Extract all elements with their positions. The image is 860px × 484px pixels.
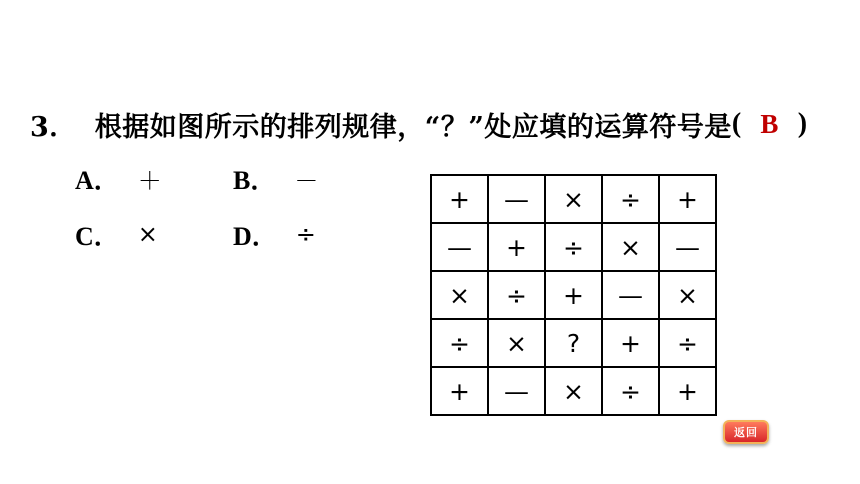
grid-cell: × xyxy=(602,223,659,271)
grid-cell: × xyxy=(488,319,545,367)
answer-open-paren: ( xyxy=(731,108,742,139)
grid-row xyxy=(431,319,716,367)
grid-cell: + xyxy=(545,271,602,319)
grid-cell: × xyxy=(545,367,602,415)
symbol-grid xyxy=(430,174,717,416)
option-d xyxy=(233,216,316,252)
grid-row xyxy=(431,367,716,415)
grid-cell: × xyxy=(659,271,716,319)
grid-cell: + xyxy=(488,223,545,271)
question-number: 3． xyxy=(30,111,77,143)
grid-cell: + xyxy=(659,175,716,223)
option-a xyxy=(75,160,162,196)
grid-cell: + xyxy=(602,319,659,367)
grid-cell: × xyxy=(431,271,488,319)
grid-cell: ÷ xyxy=(602,175,659,223)
grid-row xyxy=(431,271,716,319)
grid-row xyxy=(431,223,716,271)
grid-cell: — xyxy=(602,271,659,319)
grid-cell: — xyxy=(431,223,488,271)
option-c xyxy=(75,216,158,252)
option-d-symbol: ÷ xyxy=(295,220,316,248)
option-b xyxy=(233,160,318,196)
back-button-label: 返回 xyxy=(734,426,758,439)
grid-cell: ÷ xyxy=(602,367,659,415)
grid-cell-unknown: ? xyxy=(545,319,602,367)
grid-cell: ÷ xyxy=(545,223,602,271)
answer-letter: B xyxy=(760,108,779,139)
grid-cell: + xyxy=(431,367,488,415)
question-text: 根据如图所示的排列规律，“？”处应填的运算符号是 xyxy=(94,111,732,143)
grid-cell: ÷ xyxy=(431,319,488,367)
back-button[interactable] xyxy=(723,420,769,444)
grid-cell: × xyxy=(545,175,602,223)
grid-cell: — xyxy=(659,223,716,271)
grid-cell: ÷ xyxy=(488,271,545,319)
option-b-symbol: － xyxy=(294,166,319,195)
grid-cell: — xyxy=(488,175,545,223)
option-c-symbol: × xyxy=(137,220,158,248)
grid-row xyxy=(431,175,716,223)
grid-cell: + xyxy=(659,367,716,415)
option-a-letter: A． xyxy=(75,165,120,195)
option-b-letter: B． xyxy=(233,165,277,195)
option-c-letter: C． xyxy=(75,221,120,251)
option-a-symbol: ＋ xyxy=(137,166,162,195)
grid-cell: + xyxy=(431,175,488,223)
question-stem xyxy=(30,104,808,144)
option-d-letter: D． xyxy=(233,221,278,251)
answer-close-paren: ) xyxy=(797,108,808,139)
grid-cell: — xyxy=(488,367,545,415)
grid-cell: ÷ xyxy=(659,319,716,367)
